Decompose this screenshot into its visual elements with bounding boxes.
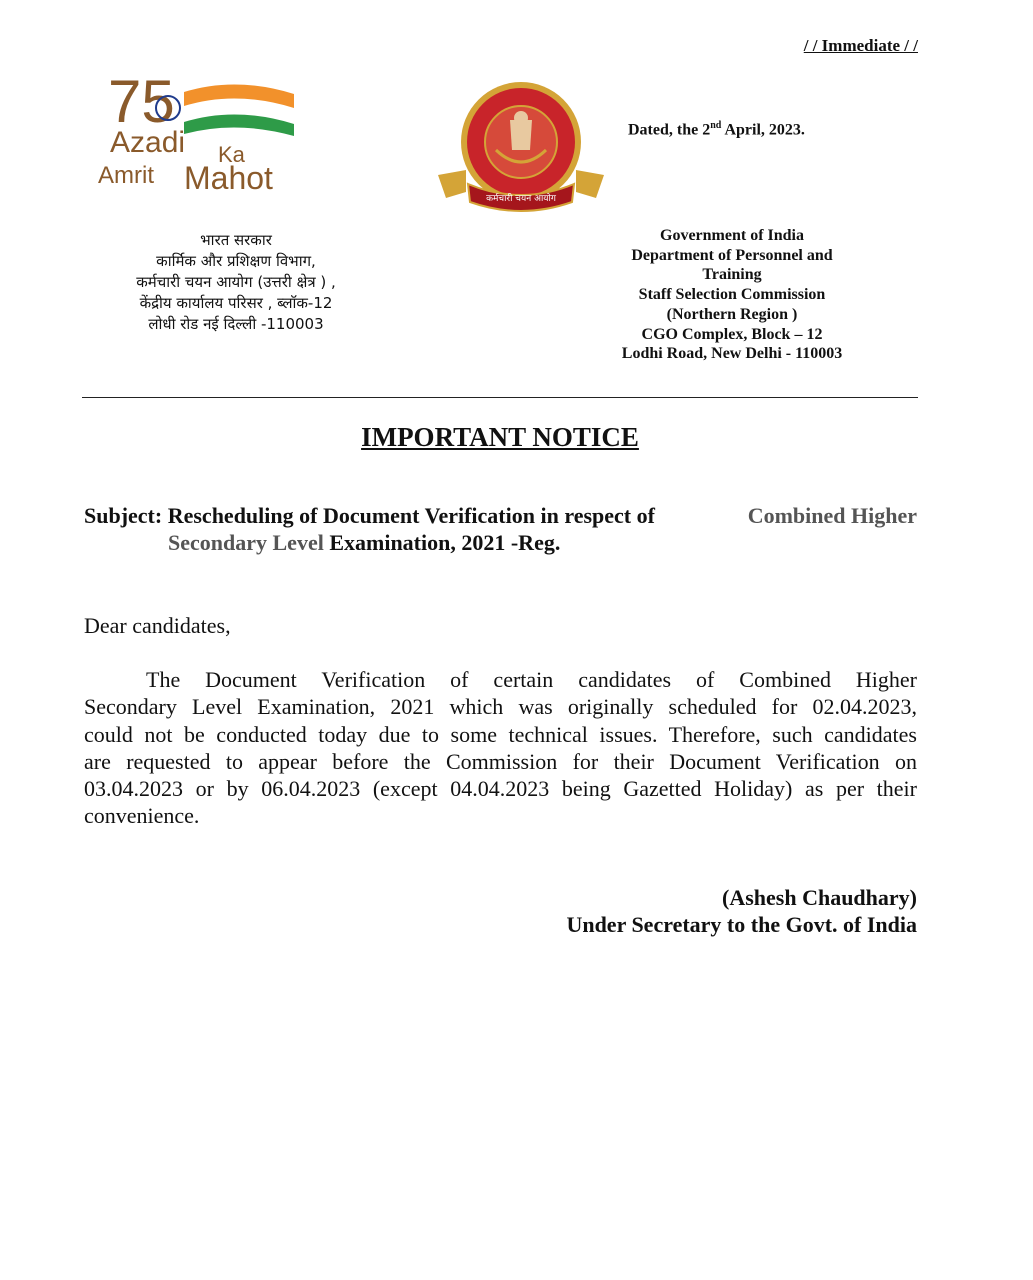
- date-suffix: April, 2023.: [721, 121, 805, 139]
- subject-part-d: Examination, 2021 -Reg.: [323, 530, 561, 555]
- date-line: [628, 120, 805, 139]
- logo-mahot-text: Mahot: [184, 160, 273, 196]
- english-address-line: Government of India: [660, 227, 804, 244]
- signatory-name: (Ashesh Chaudhary): [722, 885, 917, 910]
- english-address-line: Training: [702, 266, 762, 284]
- body-line: convenience.: [84, 803, 200, 829]
- signatory-designation: Under Secretary to the Govt. of India: [566, 912, 917, 937]
- hindi-address-line: केंद्रीय कार्यालय परिसर , ब्लॉक-12: [139, 294, 333, 312]
- logo-azadi-text: Azadi: [110, 126, 186, 159]
- logo-ka-text: Ka: [218, 142, 245, 167]
- hindi-address-line: लोधी रोड नई दिल्ली -110003: [148, 315, 324, 333]
- header-divider: [82, 397, 918, 398]
- body-line: The Document Verification of certain candidates of Combined Higher: [146, 667, 917, 692]
- body-line: could not be conducted today due to some technical issues. Therefore, such candidates: [84, 721, 917, 747]
- english-address-line: Lodhi Road, New Delhi - 110003: [621, 345, 843, 363]
- notice-title: IMPORTANT NOTICE: [361, 422, 639, 452]
- date-superscript: nd: [710, 120, 722, 131]
- hindi-address-block: [96, 230, 376, 335]
- logo-number: 75: [108, 68, 175, 135]
- hindi-address-line: कार्मिक और प्रशिक्षण विभाग,: [156, 252, 316, 270]
- english-address-line: (Northern Region ): [666, 305, 798, 323]
- subject-part-c: Secondary Level: [168, 530, 324, 555]
- body-line: 03.04.2023 or by 06.04.2023 (except 04.04.2023 being Gazetted Holiday) as per their: [84, 776, 917, 802]
- subject-part-a: Subject: Rescheduling of Document Verification in respect of: [84, 503, 655, 528]
- hindi-address-line: भारत सरकार: [200, 231, 272, 249]
- date-prefix: Dated, the 2: [628, 121, 711, 139]
- salutation: Dear candidates,: [84, 613, 231, 638]
- emblem-ribbon-text: कर्मचारी चयन आयोग: [486, 194, 556, 204]
- logo-amrit-text: Amrit: [98, 162, 154, 189]
- ssc-emblem: [436, 80, 606, 220]
- body-line: Secondary Level Examination, 2021 which was originally scheduled for 02.04.2023,: [84, 694, 917, 720]
- english-address-line: CGO Complex, Block – 12: [641, 325, 823, 343]
- subject-part-b: Combined Higher: [747, 503, 917, 528]
- notice-body: [84, 666, 917, 830]
- immediate-label: / / Immediate / /: [803, 36, 918, 55]
- body-line: are requested to appear before the Commission for their Document Verification on: [84, 748, 917, 774]
- english-address-line: Staff Selection Commission: [638, 286, 826, 304]
- english-address-line: Department of Personnel and: [631, 246, 833, 264]
- subject-line: [84, 502, 917, 556]
- azadi-ka-amrit-mahotsav-logo: [96, 64, 301, 204]
- hindi-address-line: कर्मचारी चयन आयोग (उत्तरी क्षेत्र ) ,: [136, 273, 336, 291]
- english-address-block: [600, 226, 864, 364]
